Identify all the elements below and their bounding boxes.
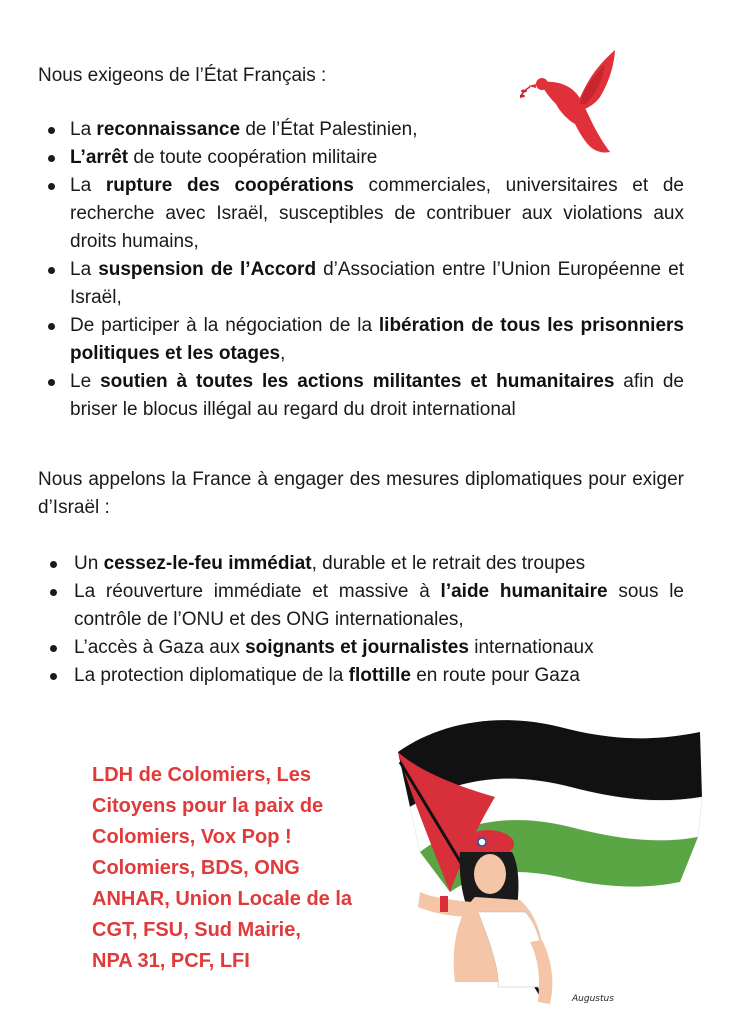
signer-line: Colomiers, Vox Pop ! <box>92 826 292 848</box>
palestinian-flag-illustration <box>380 712 710 1012</box>
intro2-text: Nous appelons la France à engager des mesures diplomatiques pour exiger d’Israël : <box>38 469 684 518</box>
list-item: De participer à la négociation de la libération de tous les prisonniers politiques et les otages, <box>70 312 684 368</box>
intro-text: Nous exigeons de l’État Français : <box>38 65 327 86</box>
signer-line: Colomiers, BDS, ONG <box>92 857 300 879</box>
list-item: Le soutien à toutes les actions militantes et humanitaires afin de briser le blocus illégal au regard du droit international <box>70 368 684 424</box>
signer-line: ANHAR, Union Locale de la <box>92 888 353 910</box>
list-item: La protection diplomatique de la flottille en route pour Gaza <box>74 662 684 690</box>
signer-line: NPA 31, PCF, LFI <box>92 950 250 972</box>
list-item: Un cessez-le-feu immédiat, durable et le retrait des troupes <box>74 550 684 578</box>
list-item: La reconnaissance de l’État Palestinien, <box>70 116 684 144</box>
signer-line: LDH de Colomiers, Les <box>92 764 311 786</box>
list-item: L’arrêt de toute coopération militaire <box>70 144 684 172</box>
list-item: La rupture des coopérations commerciales, universitaires et de recherche avec Israël, susceptibles de contribuer aux violations aux droits humains, <box>70 172 684 256</box>
list-item: La suspension de l’Accord d’Association entre l’Union Européenne et Israël, <box>70 256 684 312</box>
signers-block <box>92 760 382 977</box>
list-item: La réouverture immédiate et massive à l’aide humanitaire sous le contrôle de l’ONU et des ONG internationales, <box>74 578 684 634</box>
signer-line: CGT, FSU, Sud Mairie, <box>92 919 301 941</box>
measures-list <box>38 550 684 690</box>
list-item: L’accès à Gaza aux soignants et journalistes internationaux <box>74 634 684 662</box>
demands-list <box>38 116 684 424</box>
artist-signature: Augustus <box>572 994 614 1004</box>
signer-line: Citoyens pour la paix de <box>92 795 324 817</box>
